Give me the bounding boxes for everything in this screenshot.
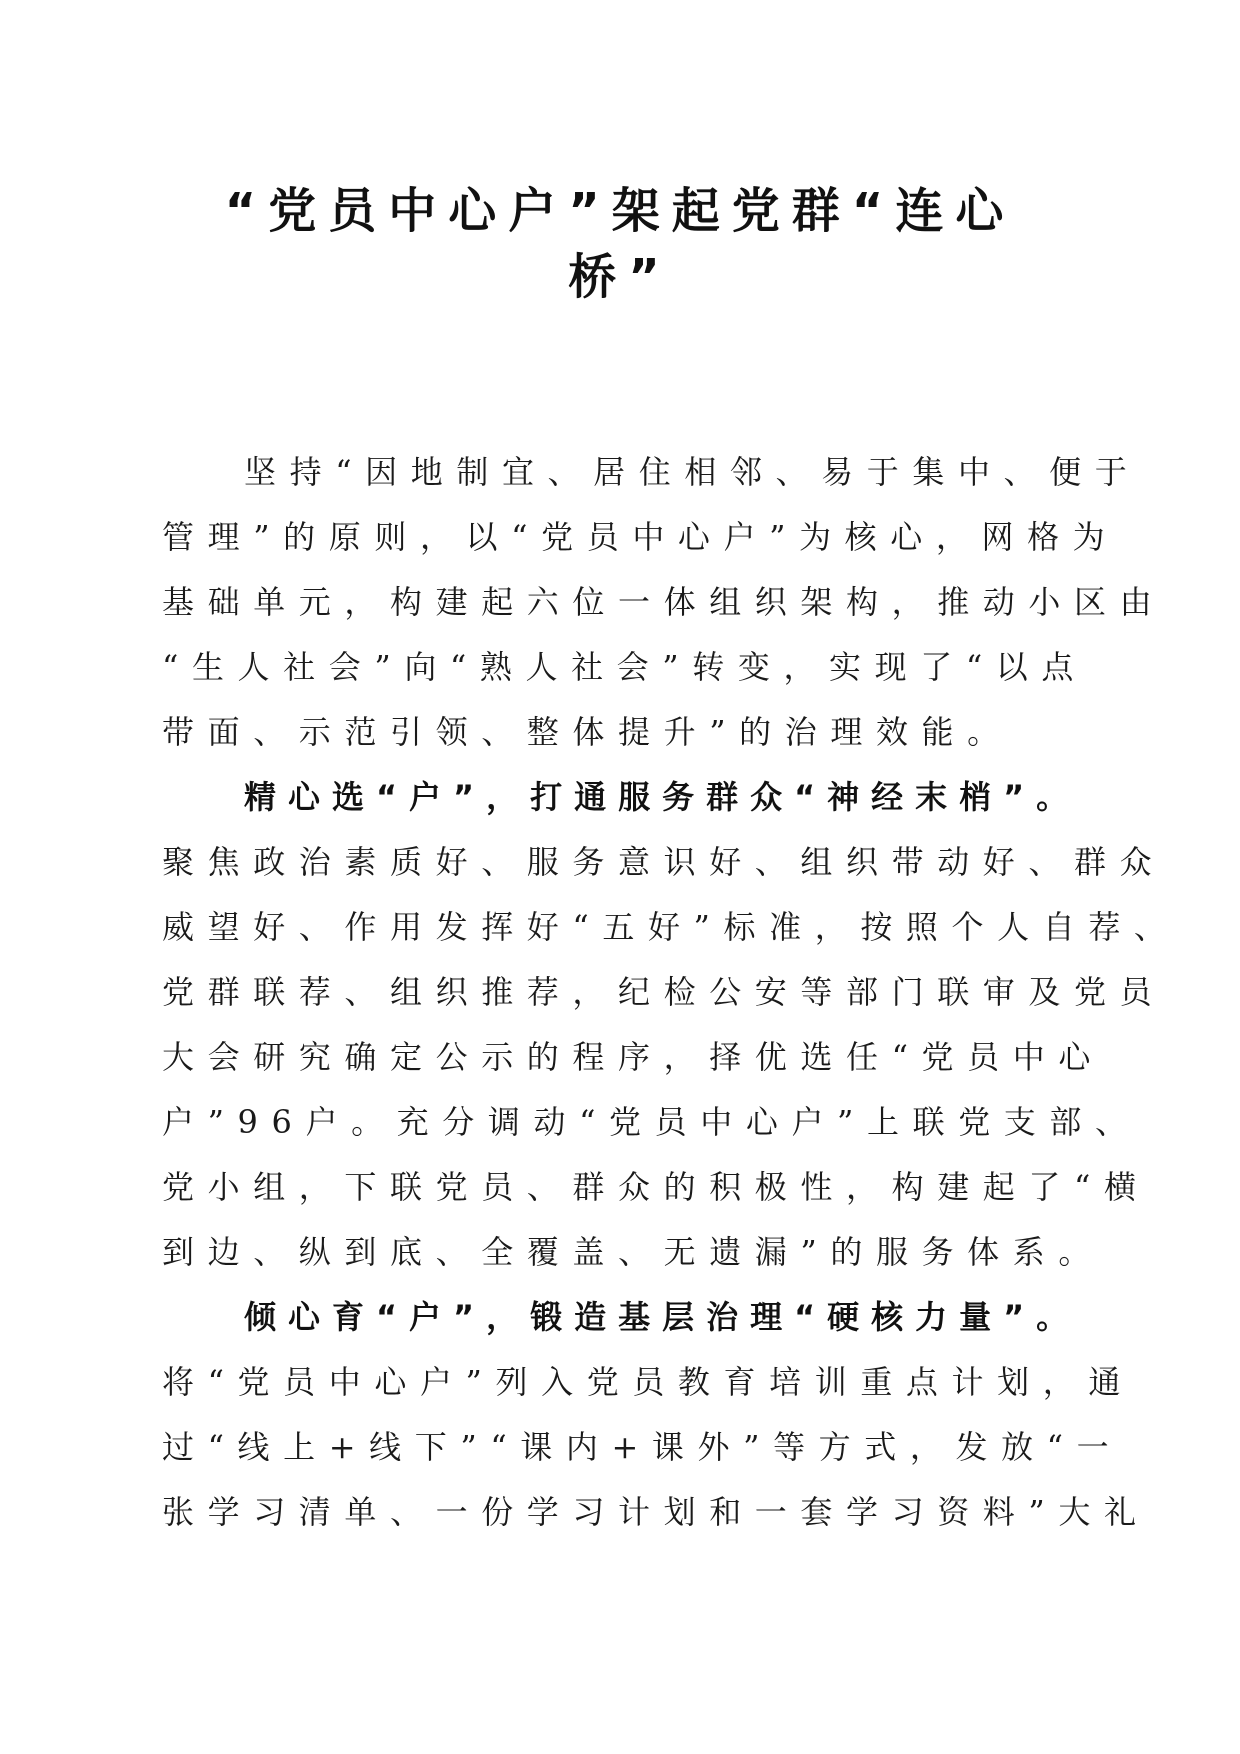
document-title-line-1: “党员中心户”架起党群“连心 [224,183,1016,239]
paragraph-line: 基础单元，构建起六位一体组织架构，推动小区由 [162,583,1166,621]
document-title-line-2: 桥” [568,249,672,305]
paragraph-line: 到边、纵到底、全覆盖、无遗漏”的服务体系。 [162,1233,1104,1271]
paragraph-line: 大会研究确定公示的程序，择优选任“党员中心 [162,1038,1104,1076]
paragraph-line: “生人社会”向“熟人社会”转变，实现了“以点 [162,648,1087,686]
paragraph-line: 党群联荐、组织推荐，纪检公安等部门联审及党员 [162,973,1166,1011]
paragraph-line: 威望好、作用发挥好“五好”标准，按照个人自荐、 [162,908,1180,946]
paragraph-line: 过“线上+线下”“课内+课外”等方式，发放“一 [162,1428,1123,1466]
paragraph-line: 聚焦政治素质好、服务意识好、组织带动好、群众 [162,843,1166,881]
section-heading: 倾心育“户”，锻造基层治理“硬核力量”。 [244,1298,1081,1336]
paragraph-line: 带面、示范引领、整体提升”的治理效能。 [162,713,1013,751]
paragraph-line: 张学习清单、一份学习计划和一套学习资料”大礼 [162,1493,1150,1531]
document-body [162,440,1180,1545]
paragraph-line: 将“党员中心户”列入党员教育培训重点计划，通 [162,1363,1134,1401]
paragraph-line: 户”96户。充分调动“党员中心户”上联党支部、 [162,1103,1141,1141]
paragraph-line: 坚持“因地制宜、居住相邻、易于集中、便于 [244,453,1141,491]
paragraph-line: 管理”的原则，以“党员中心户”为核心，网格为 [162,518,1119,556]
section-heading: 精心选“户”，打通服务群众“神经末梢”。 [244,778,1081,816]
paragraph-line: 党小组，下联党员、群众的积极性，构建起了“横 [162,1168,1150,1206]
